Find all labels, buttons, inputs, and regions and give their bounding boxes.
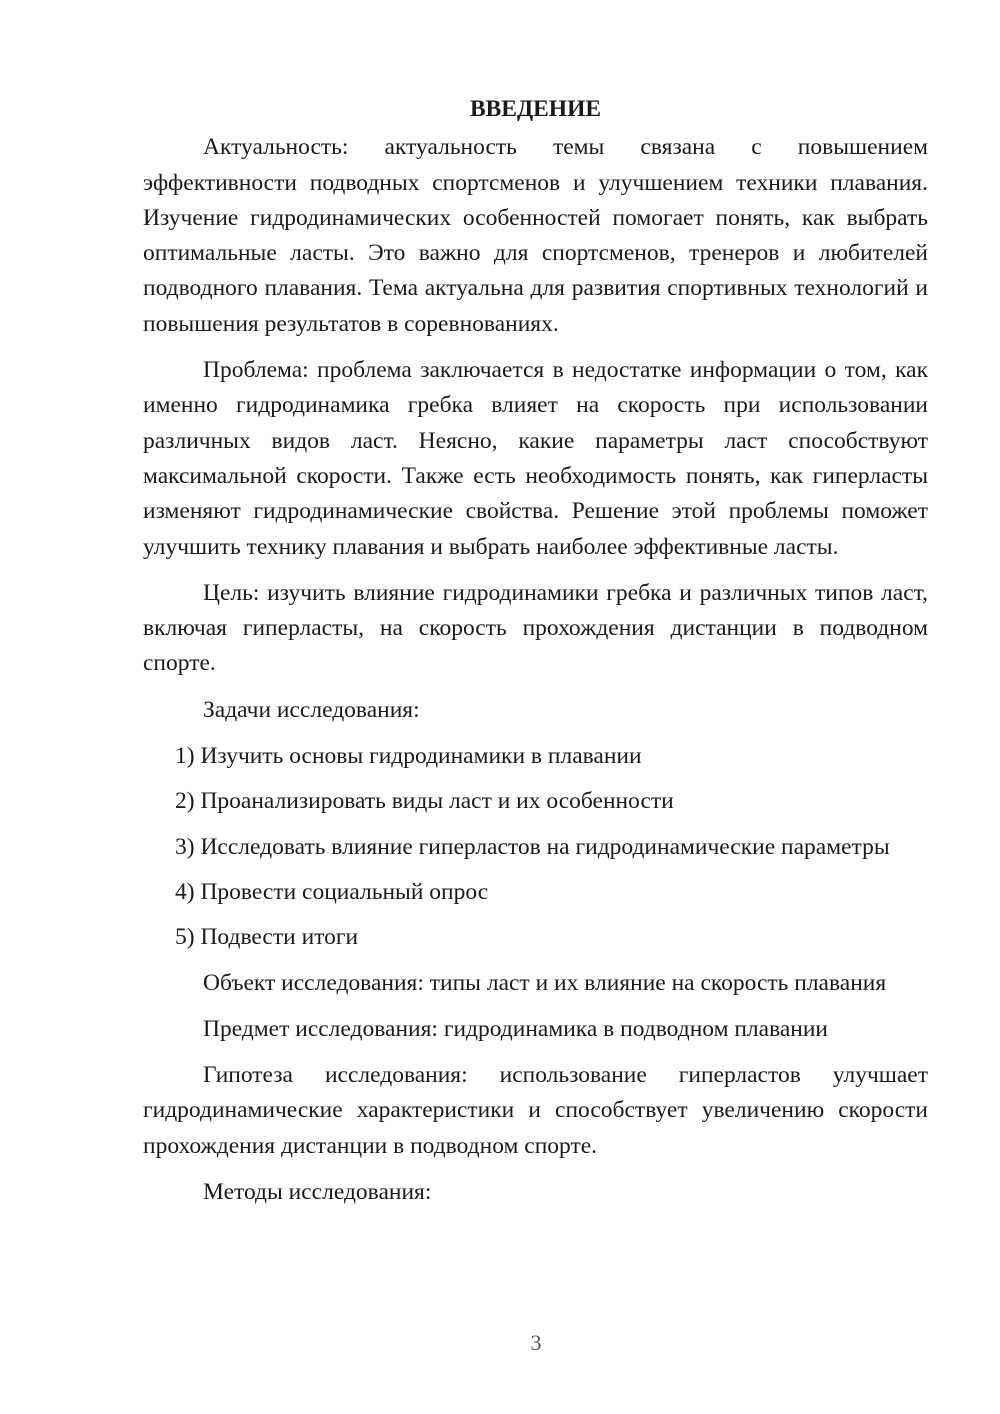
hypothesis-paragraph: Гипотеза исследования: использование гиперластов улучшает гидродинамические характеристики и способствует увеличению скорости прохождения дистанции в подводном спорте. <box>143 1062 928 1159</box>
methods-paragraph: Методы исследования: <box>203 1179 432 1206</box>
object-paragraph: Объект исследования: типы ласт и их влияние на скорость плавания <box>203 969 887 996</box>
tasks-title: Задачи исследования: <box>203 696 420 723</box>
problem-paragraph: Проблема: проблема заключается в недостатке информации о том, как именно гидродинамика гребка влияет на скорость при использовании различных видов ласт. Неясно, какие параметры ласт способствуют максимальной скорости. Также есть необходимость понять, как гиперласты изменяют гидродинамические свойства. Решение этой проблемы поможет улучшить технику плавания и выбрать наиболее эффективные ласты. <box>143 357 928 560</box>
task-item: 5) Подвести итоги <box>175 924 359 951</box>
relevance-paragraph: Актуальность: актуальность темы связана с повышением эффективности подводных спортсменов и улучшением техники плавания. Изучение гидродинамических особенностей помогает понять, как выбрать оптимальные ласты. Это важно для спортсменов, тренеров и любителей подводного плавания. Тема актуальна для развития спортивных технологий и повышения результатов в соревнованиях. <box>143 134 928 337</box>
section-heading: ВВЕДЕНИЕ <box>469 96 602 122</box>
goal-paragraph: Цель: изучить влияние гидродинамики гребка и различных типов ласт, включая гиперласты, на скорость прохождения дистанции в подводном спорте. <box>143 579 928 677</box>
task-item: 2) Проанализировать виды ласт и их особенности <box>175 788 674 815</box>
subject-paragraph: Предмет исследования: гидродинамика в подводном плавании <box>203 1015 829 1042</box>
task-item: 3) Исследовать влияние гиперластов на гидродинамические параметры <box>175 833 890 860</box>
page-content <box>143 92 928 1221</box>
page-number: 3 <box>530 1330 542 1355</box>
task-item: 4) Провести социальный опрос <box>175 878 489 905</box>
task-item: 1) Изучить основы гидродинамики в плавании <box>175 743 642 770</box>
